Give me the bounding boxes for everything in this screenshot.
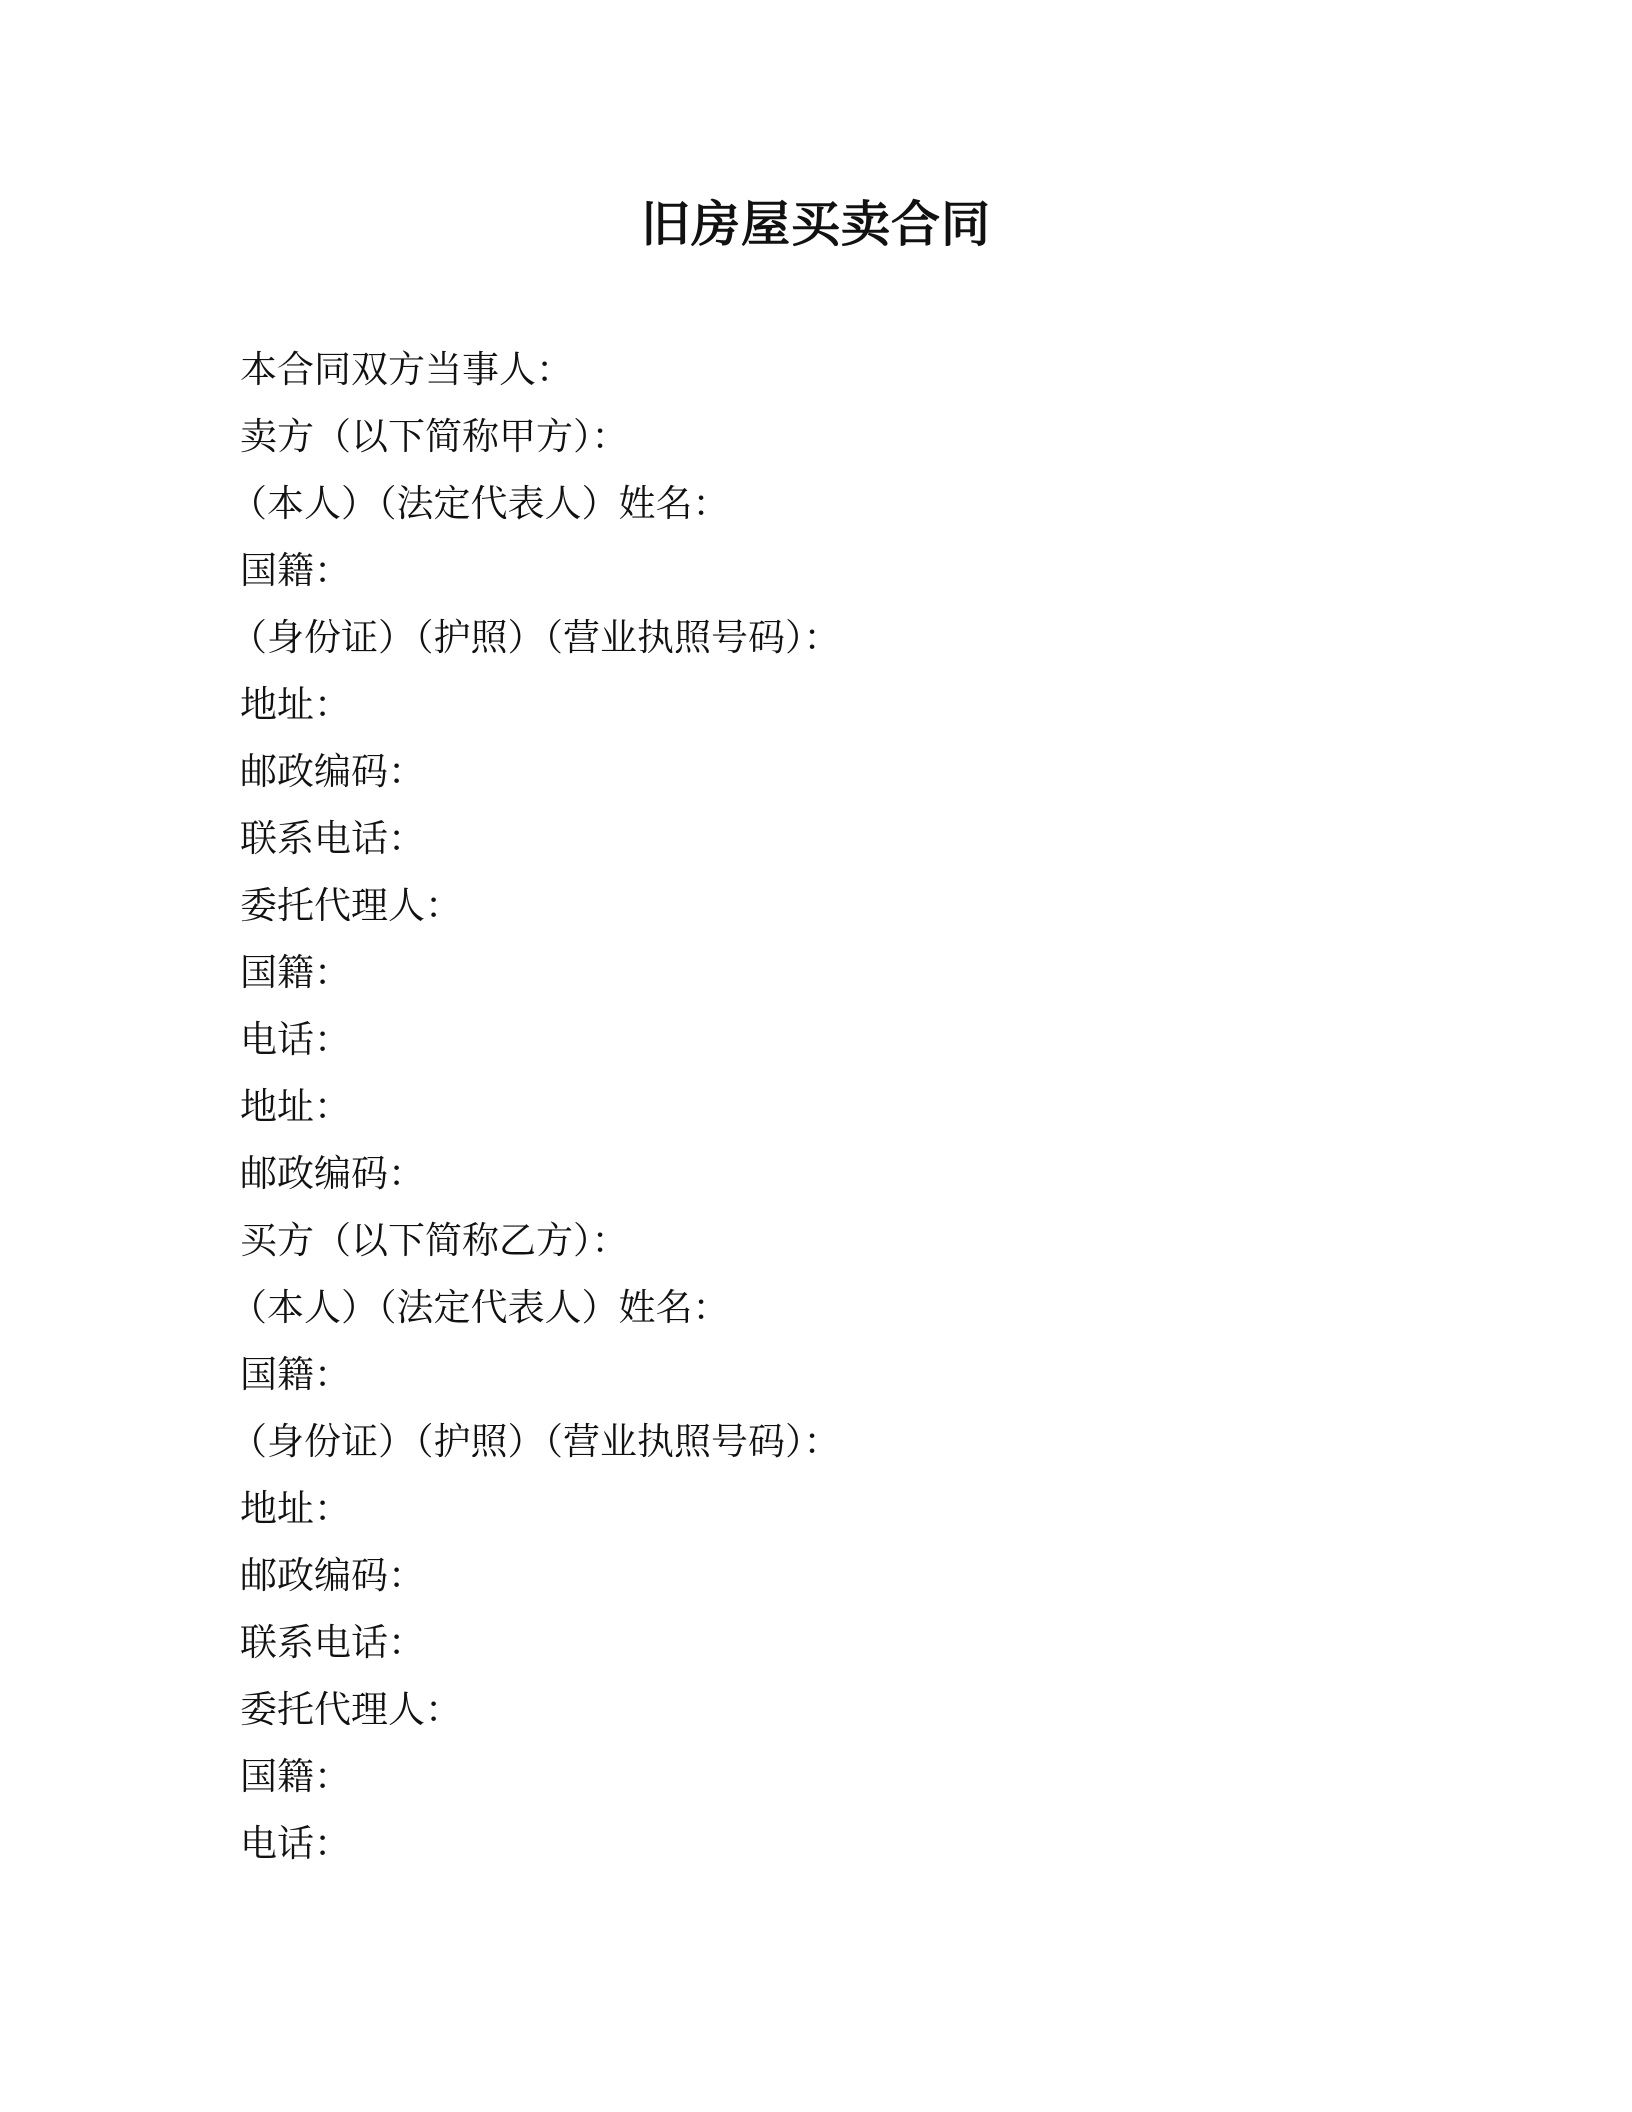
party-info-list — [230, 336, 1440, 1877]
buyer-id-label: （身份证）（护照）（营业执照号码）： — [230, 1420, 841, 1463]
buyer-agent-label: 委托代理人： — [240, 1688, 462, 1731]
buyer-name-label: （本人）（法定代表人）姓名： — [230, 1286, 730, 1329]
document-title: 旧房屋买卖合同 — [640, 196, 991, 253]
seller-agent-label: 委托代理人： — [240, 884, 462, 927]
seller-nationality-label: 国籍： — [240, 549, 351, 592]
seller-id-label: （身份证）（护照）（营业执照号码）： — [230, 616, 841, 659]
seller-address-label: 地址： — [240, 683, 351, 726]
seller-agent-address-label: 地址： — [240, 1085, 351, 1128]
seller-heading: 卖方（以下简称甲方）： — [240, 415, 629, 458]
seller-name-label: （本人）（法定代表人）姓名： — [230, 482, 730, 525]
seller-agent-postcode-label: 邮政编码： — [240, 1152, 425, 1195]
buyer-postcode-label: 邮政编码： — [240, 1554, 425, 1597]
seller-phone-label: 联系电话： — [240, 817, 425, 860]
buyer-agent-nationality-label: 国籍： — [240, 1755, 351, 1798]
buyer-phone-label: 联系电话： — [240, 1621, 425, 1664]
buyer-nationality-label: 国籍： — [240, 1353, 351, 1396]
buyer-heading: 买方（以下简称乙方）： — [240, 1219, 629, 1262]
buyer-agent-phone-label: 电话： — [240, 1822, 351, 1865]
seller-postcode-label: 邮政编码： — [240, 750, 425, 793]
seller-agent-nationality-label: 国籍： — [240, 951, 351, 994]
buyer-address-label: 地址： — [240, 1487, 351, 1530]
parties-heading: 本合同双方当事人： — [240, 348, 573, 391]
seller-agent-phone-label: 电话： — [240, 1018, 351, 1061]
